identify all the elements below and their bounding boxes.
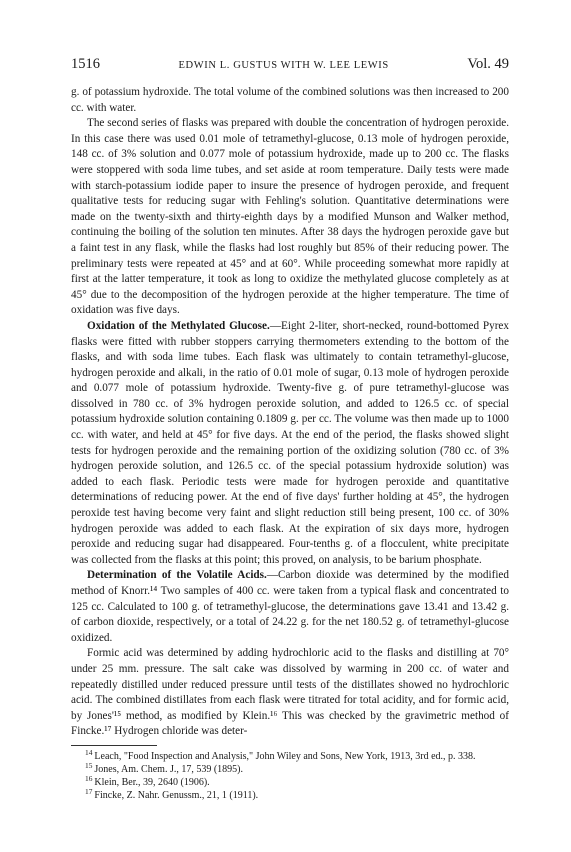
paragraph-text: The second series of flasks was prepared with double the concentration of hydrogen peroxide. In this case there was used 0.01 mole of tetramethyl-glucose, 0.13 mole of hydrogen peroxide, 148 cc. of 3% solution and 0.077 mole of potassium hydroxide, made up to 200 cc. The flasks were stoppered with soda lime tubes, and set aside at room temperature. Daily tests were made with starch-potassium iodide paper to insure the presence of hydrogen peroxide, and frequent qualitative tests for reducing sugar with Fehling's solution. Quantitative determinations were made on the twenty-sixth and thirty-eighth days by a modified Munson and Walker method, continuing the boiling of the solution ten minutes. After 38 days the hydrogen peroxide gave but a faint test in any flask, while the flasks had lost roughly but 85% of their reducing power. The preliminary tests were repeated at 45° and at 60°. While proceeding somewhat more rapidly at first at the latter temperature, it took as long to oxidize the methylated glucose completely as at 45° due to the decomposition of the hydrogen peroxide at the higher temperature. The time of oxidation was five days. (71, 117, 509, 317)
footnote-number: 14 (85, 747, 93, 757)
footnote-14 (71, 747, 509, 763)
footnote-17 (71, 786, 509, 802)
paragraph-text: Formic acid was determined by adding hydrochloric acid to the flasks and distilling at 70° under 25 mm. pressure. The salt cake was dissolved by warming in 200 cc. of water and repeatedly distilled under reduced pressure until tests of the distillates showed no hydrochloric acid. The combined distillates from each flask were titrated for total acidity, and for formic acid, by Jones'¹⁵ method, as modified by Klein.¹⁶ This was checked by the gravimetric method of Fincke.¹⁷ Hydrogen chloride was deter- (71, 647, 509, 738)
paragraph-volatile-acids (71, 568, 509, 646)
footnote-number: 16 (85, 773, 93, 783)
footnotes (71, 747, 509, 802)
section-heading-volatile-acids: Determination of the Volatile Acids. (87, 569, 267, 582)
page-number: 1516 (71, 56, 100, 72)
footnote-15 (71, 760, 509, 776)
footnote-16 (71, 773, 509, 789)
paragraph-text: g. of potassium hydroxide. The total volume of the combined solutions was then increased to 200 cc. with water. (71, 86, 509, 114)
footnote-text: Leach, "Food Inspection and Analysis," John Wiley and Sons, New York, 1913, 3rd ed., p. 338. (94, 750, 476, 762)
paragraph-continued (71, 85, 509, 116)
paragraph-text: —Carbon dioxide was determined by the modified method of Knorr.¹⁴ Two samples of 400 cc. were taken from a typical flask and concentrated to 125 cc. Calculated to 100 g. of tetramethyl-glucose, the determinations gave 13.41 and 13.42 g. of carbon dioxide, respectively, or a total of 24.22 g. for the net 180.52 g. of tetramethyl-glucose oxidized. (71, 569, 509, 644)
running-header (71, 56, 509, 73)
paragraph-second-series (71, 116, 509, 319)
paragraph-text: —Eight 2-liter, short-necked, round-bottomed Pyrex flasks were fitted with rubber stoppers carrying thermometers extending to the bottom of the flasks, and with soda lime tubes. Each flask was ultimately to contain tetramethyl-glucose, hydrogen peroxide and alkali, in the ratio of 0.01 mole of sugar, 0.13 mole of hydrogen peroxide and 0.077 mole of potassium hydroxide. Twenty-five g. of pure tetramethyl-glucose was dissolved in 780 cc. of 3% hydrogen peroxide solution, and added to 126.5 cc. of special potassium hydroxide solution containing 0.1809 g. per cc. The volume was then made up to 1000 cc. with water, and held at 45° for five days. At the end of the period, the flasks showed slight tests for hydrogen peroxide and the remaining portion of the oxidizing solution (780 cc. of 3% hydrogen peroxide solution, and 126.5 cc. of the special potassium hydroxide solution) was added to each flask. Periodic tests were made for hydrogen peroxide and quantitative determinations of reducing power. At the end of five days' further holding at 45°, the hydrogen peroxide test having become very faint and slight reduction still being present, 100 cc. of 30% hydrogen peroxide was added to each flask. At the expiration of six days more, hydrogen peroxide and reducing sugar had disappeared. Four-tenths g. of a flocculent, white precipitate was collected from the flasks at this point; this proved, on analysis, to be barium phosphate. (71, 319, 509, 566)
paragraph-formic-acid (71, 646, 509, 740)
footnote-number: 17 (85, 786, 93, 796)
running-head-authors: EDWIN L. GUSTUS WITH W. LEE LEWIS (178, 60, 389, 71)
body-text (71, 85, 509, 740)
footnote-divider (71, 745, 157, 746)
footnote-text: Jones, Am. Chem. J., 17, 539 (1895). (94, 763, 243, 775)
footnote-number: 15 (85, 760, 93, 770)
volume-label: Vol. 49 (467, 56, 509, 72)
footnote-text: Fincke, Z. Nahr. Genussm., 21, 1 (1911). (94, 789, 259, 801)
paragraph-oxidation (71, 319, 509, 569)
footnote-text: Klein, Ber., 39, 2640 (1906). (94, 776, 210, 788)
section-heading-oxidation: Oxidation of the Methylated Glucose. (87, 319, 270, 332)
